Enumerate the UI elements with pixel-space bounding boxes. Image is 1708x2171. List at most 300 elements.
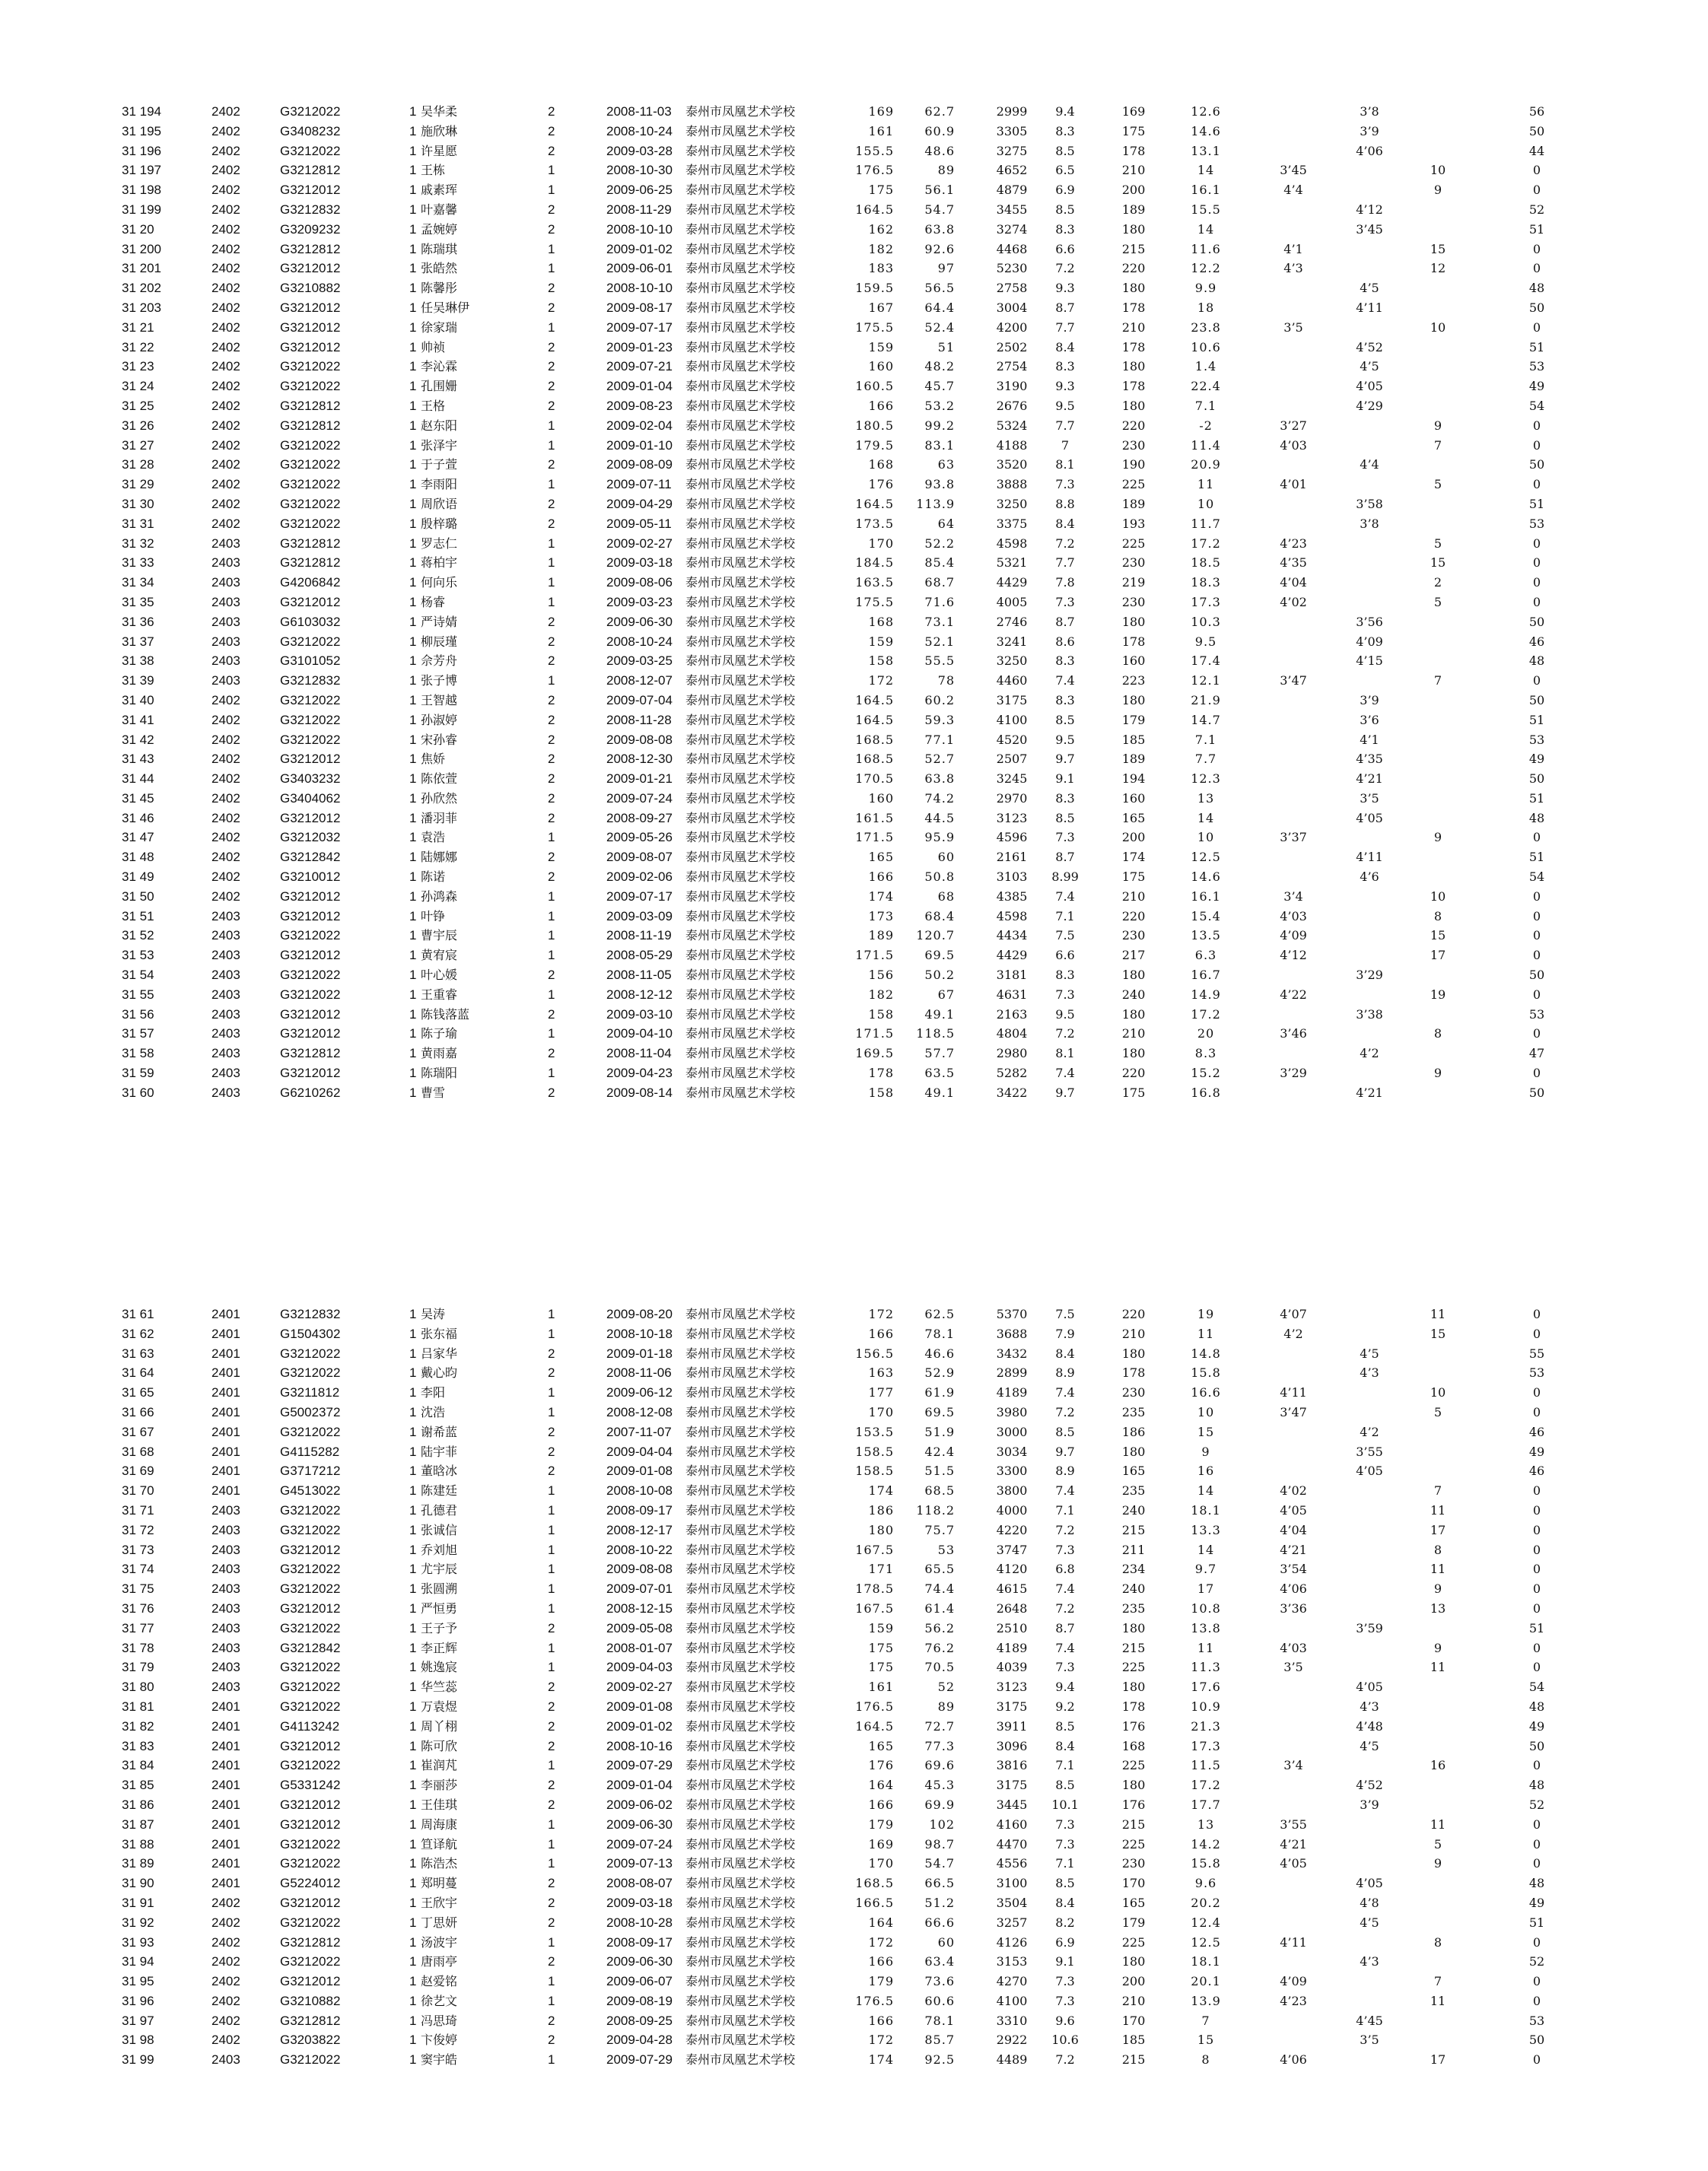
flag: 1 [409, 888, 417, 904]
run-800m: 4’3 [1360, 1699, 1379, 1714]
table-row [0, 1893, 1708, 1913]
student-code: G3212012 [280, 1600, 341, 1616]
school-name: 泰州市凤凰艺术学校 [685, 1660, 796, 1675]
long-jump: 178 [1121, 1699, 1146, 1714]
school-name: 泰州市凤凰艺术学校 [685, 928, 796, 943]
run-50m: 8.1 [1055, 457, 1075, 472]
table-row [0, 1540, 1708, 1560]
height: 168 [868, 614, 894, 629]
pull-ups: 15 [1430, 555, 1446, 571]
height: 159 [868, 339, 894, 354]
run-1000m: 4’05 [1280, 1502, 1307, 1518]
student-code: G3212022 [280, 732, 341, 747]
gender: 2 [548, 1464, 555, 1479]
class-code: 2403 [212, 1522, 240, 1537]
student-code: G3212022 [280, 1856, 341, 1871]
height: 175.5 [855, 594, 894, 609]
sit-ups: 0 [1532, 1307, 1541, 1321]
flag: 1 [409, 869, 417, 885]
class-code: 2402 [212, 241, 240, 256]
gender: 2 [548, 104, 555, 119]
weight: 52.4 [924, 319, 955, 335]
sit-reach: 16.1 [1191, 183, 1221, 198]
school-name: 泰州市凤凰艺术学校 [685, 1562, 796, 1577]
weight: 61.9 [924, 1385, 955, 1400]
student-code: G3404062 [280, 790, 341, 806]
school-name: 泰州市凤凰艺术学校 [685, 1993, 796, 2008]
run-1000m: 4’21 [1280, 1542, 1307, 1557]
flag: 1 [409, 1954, 417, 1969]
birth-date: 2009-07-04 [606, 692, 673, 707]
school-name: 泰州市凤凰艺术学校 [685, 1640, 796, 1655]
gender: 1 [548, 1581, 555, 1597]
student-code: G3212812 [280, 555, 341, 571]
height: 170 [868, 1856, 894, 1871]
student-name: 张圆溯 [421, 1581, 458, 1597]
row-index: 31 49 [122, 869, 154, 885]
run-50m: 8.3 [1055, 653, 1075, 669]
lung-capacity: 4596 [996, 830, 1028, 845]
class-code: 2401 [212, 1307, 240, 1321]
sit-reach: 11.4 [1191, 437, 1221, 453]
flag: 1 [409, 1856, 417, 1871]
birth-date: 2009-08-20 [606, 1307, 673, 1321]
class-code: 2401 [212, 1778, 240, 1793]
run-50m: 9.4 [1055, 104, 1075, 119]
birth-date: 2009-03-18 [606, 555, 673, 571]
class-code: 2402 [212, 202, 240, 217]
birth-date: 2009-03-25 [606, 653, 673, 669]
lung-capacity: 4429 [996, 948, 1028, 963]
school-name: 泰州市凤凰艺术学校 [685, 771, 796, 787]
run-1000m: 3’4 [1283, 1758, 1303, 1773]
gender: 1 [548, 1307, 555, 1321]
run-50m: 8.8 [1055, 496, 1075, 511]
long-jump: 180 [1121, 1680, 1146, 1695]
lung-capacity: 4470 [996, 1836, 1028, 1852]
sit-reach: 10.8 [1191, 1600, 1221, 1616]
student-name: 王栋 [421, 163, 446, 178]
birth-date: 2009-02-06 [606, 869, 673, 885]
flag: 1 [409, 1502, 417, 1518]
class-code: 2401 [212, 1856, 240, 1871]
run-50m: 9.1 [1055, 771, 1075, 787]
pull-ups: 19 [1430, 987, 1446, 1002]
table-row [0, 141, 1708, 161]
birth-date: 2009-01-08 [606, 1464, 673, 1479]
height: 165 [868, 1738, 894, 1753]
class-code: 2401 [212, 1817, 240, 1832]
lung-capacity: 2502 [996, 339, 1028, 354]
flag: 1 [409, 183, 417, 198]
student-code: G3212022 [280, 634, 341, 649]
pull-ups: 15 [1430, 1326, 1446, 1341]
class-code: 2402 [212, 496, 240, 511]
row-index: 31 72 [122, 1522, 154, 1537]
school-name: 泰州市凤凰艺术学校 [685, 418, 796, 433]
run-50m: 8.4 [1055, 1895, 1075, 1910]
student-name: 万袁煜 [421, 1699, 458, 1714]
height: 158 [868, 653, 894, 669]
sit-reach: 11.5 [1191, 1758, 1221, 1773]
row-index: 31 24 [122, 379, 154, 394]
pull-ups: 9 [1433, 1581, 1442, 1597]
gender: 1 [548, 536, 555, 551]
gender: 1 [548, 1026, 555, 1041]
run-1000m: 4’03 [1280, 1640, 1307, 1655]
student-name: 焦娇 [421, 752, 446, 767]
run-1000m: 3’47 [1280, 673, 1307, 688]
lung-capacity: 3175 [996, 1778, 1028, 1793]
school-name: 泰州市凤凰艺术学校 [685, 653, 796, 669]
table-row [0, 200, 1708, 220]
lung-capacity: 4434 [996, 928, 1028, 943]
row-index: 31 200 [122, 241, 161, 256]
school-name: 泰州市凤凰艺术学校 [685, 1699, 796, 1714]
table-row [0, 1775, 1708, 1795]
table-row [0, 180, 1708, 200]
school-name: 泰州市凤凰艺术学校 [685, 555, 796, 571]
run-800m: 3’59 [1356, 1620, 1383, 1635]
weight: 66.6 [924, 1915, 955, 1930]
class-code: 2403 [212, 594, 240, 609]
height: 178.5 [855, 1581, 894, 1597]
school-name: 泰州市凤凰艺术学校 [685, 830, 796, 845]
sit-reach: 21.3 [1191, 1718, 1221, 1734]
flag: 1 [409, 1006, 417, 1022]
row-index: 31 92 [122, 1915, 154, 1930]
long-jump: 240 [1121, 987, 1146, 1002]
birth-date: 2009-01-04 [606, 379, 673, 394]
student-name: 陈诺 [421, 869, 446, 885]
run-800m: 4’12 [1356, 202, 1383, 217]
student-code: G3403232 [280, 771, 341, 787]
row-index: 31 39 [122, 673, 154, 688]
sit-reach: 20.1 [1191, 1974, 1221, 1989]
sit-reach: 16 [1197, 1464, 1215, 1479]
flag: 1 [409, 1836, 417, 1852]
sit-ups: 51 [1528, 1620, 1545, 1635]
row-index: 31 42 [122, 732, 154, 747]
weight: 45.7 [924, 379, 955, 394]
height: 176.5 [855, 163, 894, 178]
sit-reach: 10 [1197, 1404, 1215, 1419]
pull-ups: 11 [1430, 1993, 1446, 2008]
flag: 1 [409, 1026, 417, 1041]
birth-date: 2008-01-07 [606, 1640, 673, 1655]
gender: 1 [548, 555, 555, 571]
table-row [0, 985, 1708, 1005]
flag: 1 [409, 928, 417, 943]
student-code: G3212022 [280, 457, 341, 472]
birth-date: 2009-08-08 [606, 732, 673, 747]
sit-ups: 0 [1532, 1836, 1541, 1852]
height: 156 [868, 968, 894, 983]
student-code: G3212022 [280, 2052, 341, 2068]
flag: 1 [409, 1640, 417, 1655]
run-1000m: 4’4 [1283, 183, 1303, 198]
birth-date: 2009-07-17 [606, 319, 673, 335]
class-code: 2402 [212, 1974, 240, 1989]
run-1000m: 3’46 [1280, 1026, 1307, 1041]
gender: 2 [548, 732, 555, 747]
sit-ups: 0 [1532, 477, 1541, 492]
long-jump: 230 [1121, 437, 1146, 453]
gender: 2 [548, 1778, 555, 1793]
gender: 2 [548, 869, 555, 885]
run-800m: 4’8 [1360, 1895, 1379, 1910]
run-1000m: 3’27 [1280, 418, 1307, 433]
sit-reach: 14.6 [1191, 123, 1221, 138]
lung-capacity: 3455 [996, 202, 1028, 217]
run-800m: 4’29 [1356, 398, 1383, 413]
row-index: 31 34 [122, 575, 154, 590]
class-code: 2402 [212, 437, 240, 453]
class-code: 2402 [212, 1993, 240, 2008]
student-code: G3209232 [280, 221, 341, 237]
gender: 1 [548, 1856, 555, 1871]
gender: 1 [548, 1542, 555, 1557]
student-code: G5331242 [280, 1778, 341, 1793]
student-name: 李丽莎 [421, 1778, 458, 1793]
class-code: 2402 [212, 183, 240, 198]
class-code: 2401 [212, 1699, 240, 1714]
birth-date: 2009-03-09 [606, 908, 673, 923]
weight: 118.5 [916, 1026, 955, 1041]
student-name: 罗志仁 [421, 536, 458, 551]
long-jump: 180 [1121, 1046, 1146, 1061]
sit-reach: 14 [1197, 1542, 1215, 1557]
lung-capacity: 4039 [996, 1660, 1028, 1675]
run-50m: 7.1 [1055, 908, 1075, 923]
class-code: 2402 [212, 300, 240, 315]
student-name: 张诚信 [421, 1522, 458, 1537]
row-index: 31 86 [122, 1797, 154, 1812]
run-50m: 8.5 [1055, 202, 1075, 217]
sit-ups: 49 [1528, 752, 1545, 767]
run-800m: 4’48 [1356, 1718, 1383, 1734]
height: 161.5 [855, 810, 894, 825]
gender: 1 [548, 948, 555, 963]
school-name: 泰州市凤凰艺术学校 [685, 123, 796, 138]
table-row [0, 514, 1708, 534]
gender: 1 [548, 261, 555, 276]
sit-reach: 22.4 [1191, 379, 1221, 394]
birth-date: 2007-11-07 [606, 1424, 672, 1439]
long-jump: 160 [1121, 653, 1146, 669]
weight: 51.9 [924, 1424, 955, 1439]
run-50m: 6.5 [1055, 163, 1075, 178]
table-row [0, 612, 1708, 632]
long-jump: 211 [1121, 1542, 1146, 1557]
gender: 1 [548, 1934, 555, 1950]
class-code: 2402 [212, 692, 240, 707]
gender: 1 [548, 1522, 555, 1537]
school-name: 泰州市凤凰艺术学校 [685, 1876, 796, 1891]
student-name: 黄宥宸 [421, 948, 458, 963]
gender: 1 [548, 1993, 555, 2008]
weight: 49.1 [924, 1006, 955, 1022]
weight: 63.8 [924, 771, 955, 787]
row-index: 31 35 [122, 594, 154, 609]
lung-capacity: 3004 [996, 300, 1028, 315]
student-name: 张子博 [421, 673, 458, 688]
row-index: 31 58 [122, 1046, 154, 1061]
long-jump: 185 [1121, 732, 1146, 747]
lung-capacity: 2507 [996, 752, 1028, 767]
flag: 1 [409, 1085, 417, 1100]
student-code: G3212022 [280, 1581, 341, 1597]
student-name: 叶嘉馨 [421, 202, 458, 217]
run-50m: 8.5 [1055, 1424, 1075, 1439]
row-index: 31 90 [122, 1876, 154, 1891]
long-jump: 178 [1121, 634, 1146, 649]
student-name: 陈瑞阳 [421, 1066, 458, 1081]
run-50m: 7.1 [1055, 1856, 1075, 1871]
student-code: G6210262 [280, 1085, 341, 1100]
sit-reach: 10.9 [1191, 1699, 1221, 1714]
lung-capacity: 4598 [996, 908, 1028, 923]
flag: 1 [409, 1778, 417, 1793]
sit-ups: 0 [1532, 1993, 1541, 2008]
run-50m: 7.9 [1055, 1326, 1075, 1341]
sit-reach: 7.7 [1194, 752, 1217, 767]
weight: 62.5 [924, 1307, 955, 1321]
lung-capacity: 4270 [996, 1974, 1028, 1989]
table-row [0, 1403, 1708, 1422]
gender: 2 [548, 1895, 555, 1910]
lung-capacity: 5324 [996, 418, 1028, 433]
weight: 63.4 [924, 1954, 955, 1969]
student-name: 徐家瑞 [421, 319, 458, 335]
run-50m: 7.2 [1055, 1600, 1075, 1616]
pull-ups: 7 [1433, 1483, 1442, 1499]
height: 156.5 [855, 1346, 894, 1361]
weight: 120.7 [916, 928, 955, 943]
run-50m: 7.4 [1055, 1385, 1075, 1400]
table-row [0, 946, 1708, 965]
run-1000m: 4’01 [1280, 477, 1307, 492]
birth-date: 2009-03-28 [606, 143, 673, 158]
sit-reach: 15.8 [1191, 1856, 1221, 1871]
long-jump: 215 [1121, 1640, 1146, 1655]
class-code: 2402 [212, 359, 240, 374]
student-code: G3212812 [280, 163, 341, 178]
school-name: 泰州市凤凰艺术学校 [685, 1738, 796, 1753]
pull-ups: 16 [1430, 1758, 1446, 1773]
flag: 1 [409, 555, 417, 571]
table-row [0, 573, 1708, 593]
class-code: 2403 [212, 1600, 240, 1616]
sit-ups: 0 [1532, 1974, 1541, 1989]
flag: 1 [409, 398, 417, 413]
run-50m: 8.5 [1055, 1718, 1075, 1734]
row-index: 31 93 [122, 1934, 154, 1950]
student-code: G3212022 [280, 104, 341, 119]
weight: 89 [937, 1699, 955, 1714]
flag: 1 [409, 712, 417, 727]
pull-ups: 10 [1430, 888, 1446, 904]
sit-reach: 13.8 [1191, 1620, 1221, 1635]
run-50m: 8.5 [1055, 712, 1075, 727]
student-code: G3212022 [280, 496, 341, 511]
run-1000m: 3’5 [1283, 1660, 1303, 1675]
long-jump: 240 [1121, 1581, 1146, 1597]
run-50m: 7.2 [1055, 1522, 1075, 1537]
lung-capacity: 4160 [996, 1817, 1028, 1832]
sit-ups: 56 [1528, 104, 1545, 119]
long-jump: 180 [1121, 1778, 1146, 1793]
flag: 1 [409, 202, 417, 217]
weight: 93.8 [924, 477, 955, 492]
row-index: 31 78 [122, 1640, 154, 1655]
height: 183 [868, 261, 894, 276]
long-jump: 230 [1121, 594, 1146, 609]
row-index: 31 27 [122, 437, 154, 453]
flag: 1 [409, 771, 417, 787]
run-50m: 8.3 [1055, 359, 1075, 374]
sit-reach: 15.5 [1191, 202, 1221, 217]
student-code: G3212022 [280, 968, 341, 983]
weight: 118.2 [916, 1502, 955, 1518]
long-jump: 230 [1121, 1856, 1146, 1871]
sit-ups: 0 [1532, 1660, 1541, 1675]
flag: 1 [409, 1424, 417, 1439]
birth-date: 2009-08-14 [606, 1085, 673, 1100]
flag: 1 [409, 104, 417, 119]
run-1000m: 4’02 [1280, 594, 1307, 609]
class-code: 2402 [212, 398, 240, 413]
run-50m: 7.4 [1055, 1581, 1075, 1597]
row-index: 31 66 [122, 1404, 154, 1419]
class-code: 2402 [212, 830, 240, 845]
run-50m: 9.7 [1055, 1085, 1075, 1100]
table-row [0, 1677, 1708, 1697]
sit-ups: 50 [1528, 614, 1545, 629]
class-code: 2403 [212, 634, 240, 649]
class-code: 2401 [212, 1365, 240, 1381]
student-name: 孟婉婷 [421, 221, 458, 237]
student-code: G3210882 [280, 1993, 341, 2008]
height: 171.5 [855, 830, 894, 845]
gender: 2 [548, 516, 555, 531]
sit-reach: 8.3 [1194, 1046, 1217, 1061]
student-name: 柳辰瑾 [421, 634, 458, 649]
run-50m: 7.3 [1055, 1817, 1075, 1832]
student-code: G3212012 [280, 319, 341, 335]
weight: 51.2 [924, 1895, 955, 1910]
table-row [0, 1913, 1708, 1933]
flag: 1 [409, 1680, 417, 1695]
weight: 77.3 [924, 1738, 955, 1753]
school-name: 泰州市凤凰艺术学校 [685, 673, 796, 688]
row-index: 31 203 [122, 300, 161, 315]
class-code: 2402 [212, 477, 240, 492]
sit-ups: 51 [1528, 1915, 1545, 1930]
table-row [0, 1619, 1708, 1639]
weight: 59.3 [924, 712, 955, 727]
run-50m: 8.7 [1055, 300, 1075, 315]
school-name: 泰州市凤凰艺术学校 [685, 1346, 796, 1361]
lung-capacity: 5230 [996, 261, 1028, 276]
sit-reach: 16.7 [1191, 968, 1221, 983]
weight: 68.5 [924, 1483, 955, 1499]
student-name: 王欣宇 [421, 1895, 458, 1910]
weight: 113.9 [916, 496, 955, 511]
student-code: G1504302 [280, 1326, 341, 1341]
table-row [0, 1854, 1708, 1874]
row-index: 31 57 [122, 1026, 154, 1041]
